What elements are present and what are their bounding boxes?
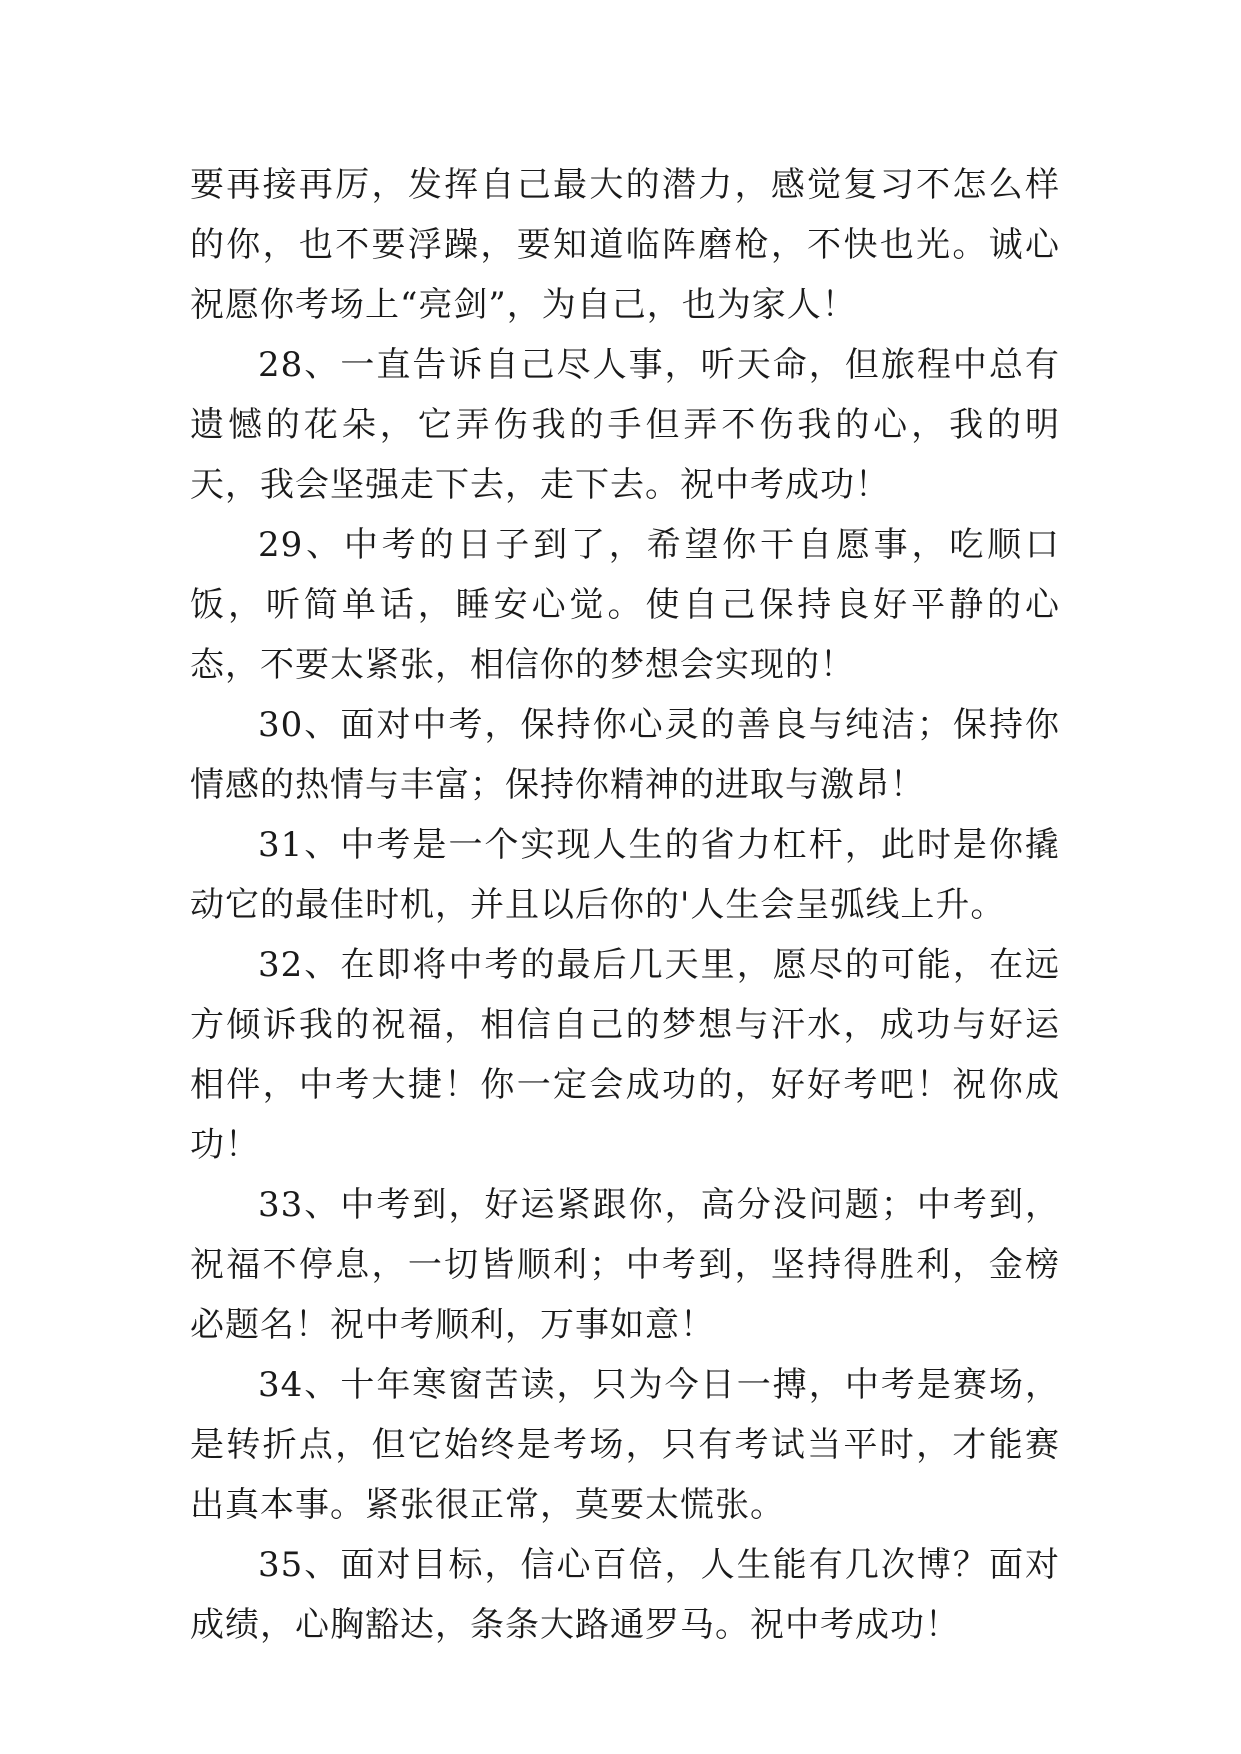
- paragraph-29: 29、中考的日子到了，希望你干自愿事，吃顺口饭，听简单话，睡安心觉。使自己保持良好平静的心态，不要太紧张，相信你的梦想会实现的！: [190, 525, 1060, 685]
- paragraph-33: 33、中考到，好运紧跟你，高分没问题；中考到，祝福不停息，一切皆顺利；中考到，坚持得胜利，金榜必题名！祝中考顺利，万事如意！: [190, 1185, 1060, 1345]
- paragraph-continuation: 要再接再厉，发挥自己最大的潜力，感觉复习不怎么样的你，也不要浮躁，要知道临阵磨枪，不快也光。诚心祝愿你考场上“亮剑”，为自己，也为家人！: [190, 165, 1060, 325]
- document-body: [190, 155, 1060, 1655]
- paragraph-31: 31、中考是一个实现人生的省力杠杆，此时是你撬动它的最佳时机，并且以后你的'人生会呈弧线上升。: [190, 825, 1060, 925]
- paragraph-28: 28、一直告诉自己尽人事，听天命，但旅程中总有遗憾的花朵，它弄伤我的手但弄不伤我的心，我的明天，我会坚强走下去，走下去。祝中考成功！: [190, 345, 1060, 505]
- paragraph-30: 30、面对中考，保持你心灵的善良与纯洁；保持你情感的热情与丰富；保持你精神的进取与激昂！: [190, 705, 1060, 805]
- paragraph-32: 32、在即将中考的最后几天里，愿尽的可能，在远方倾诉我的祝福，相信自己的梦想与汗水，成功与好运相伴，中考大捷！你一定会成功的，好好考吧！祝你成功！: [190, 945, 1060, 1165]
- paragraph-35: 35、面对目标，信心百倍，人生能有几次博？面对成绩，心胸豁达，条条大路通罗马。祝中考成功！: [190, 1545, 1060, 1645]
- paragraph-34: 34、十年寒窗苦读，只为今日一搏，中考是赛场，是转折点，但它始终是考场，只有考试当平时，才能赛出真本事。紧张很正常，莫要太慌张。: [190, 1365, 1060, 1525]
